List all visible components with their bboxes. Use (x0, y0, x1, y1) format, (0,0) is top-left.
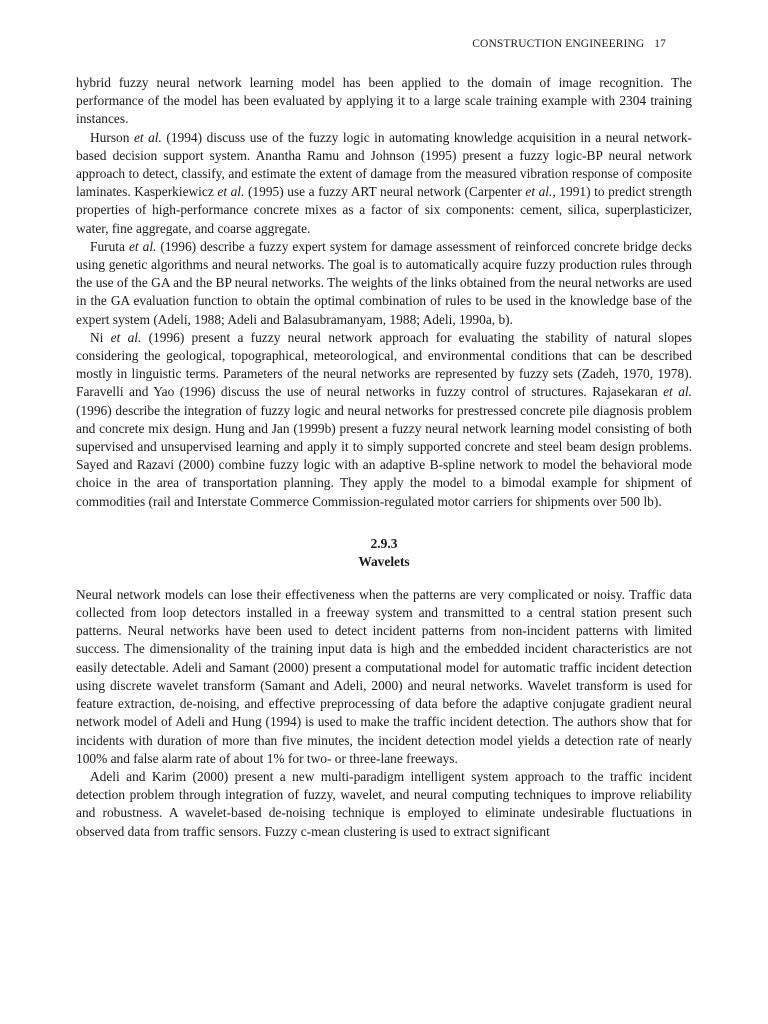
paragraph (76, 74, 692, 129)
running-head (472, 38, 666, 50)
italic-text: et al., (525, 184, 556, 200)
italic-text: et al. (133, 129, 162, 145)
text-run: (1996) describe the integration of fuzzy logic and neural networks for prestressed concrete pile diagnosis problem and concrete mix design. Hung and Jan (1999b) present a fuzzy neural network learning model consisting of both supervised and unsupervised learning and apply it to simply supported concrete and steel beam design problems. Sayed and Razavi (2000) combine fuzzy logic with an adaptive B-spline network to model the behavioral mode choice in the area of transportation planning. They apply the model to a bimodal example for shipment of commodities (rail and Interstate Commerce Commission-regulated motor carriers for shipments over 500 lb). (76, 402, 692, 509)
paragraph (76, 238, 692, 329)
paragraph (76, 768, 692, 841)
text-run: (1994) discuss use of the fuzzy logic in automating knowledge acquisition in a neural network-based decision support system. Anantha Ramu and Johnson (1995) present a fuzzy logic-BP neural network approach to detect, classify, and estimate the extent of damage from the measured vibration response of composite laminates. Kasperkiewicz (76, 129, 692, 200)
text-run: (1996) describe a fuzzy expert system for damage assessment of reinforced concrete bridge decks using genetic algorithms and neural networks. The goal is to automatically acquire fuzzy production rules through the use of the GA and the BP neural networks. The weights of the links obtained from the neural networks are used in the GA evaluation function to obtain the optimal combination of rules to be used in the knowledge base of the expert system (Adeli, 1988; Adeli and Balasubramanyam, 1988; Adeli, 1990a, b). (76, 238, 693, 327)
journal-title: CONSTRUCTION ENGINEERING (472, 38, 645, 50)
text-run: (1996) present a fuzzy neural network approach for evaluating the stability of natural slopes considering the geological, topographical, meteorological, and environmental conditions that can be described mostly in linguistic terms. Parameters of the neural networks are represented by fuzzy sets (Zadeh, 1970, 1978). Faravelli and Yao (1996) discuss the use of neural networks in fuzzy control of structures. Rajasekaran (76, 329, 692, 400)
text-run: 1991) to predict strength properties of high-performance concrete mixes as a factor of six components: cement, silica, superplasticizer, water, fine aggregate, and coarse aggregate. (76, 184, 693, 236)
paragraph (76, 586, 692, 768)
text-run: Hurson (90, 129, 134, 145)
text-run: (1995) use a fuzzy ART neural network (Carpenter (244, 184, 526, 200)
text-run: Ni (90, 329, 111, 345)
section-heading (76, 535, 692, 571)
section-title: Wavelets (358, 553, 410, 569)
text-run: Neural network models can lose their effectiveness when the patterns are very complicated or noisy. Traffic data collected from loop detectors installed in a freeway system and transmitted to a central station present such patterns. Neural networks have been used to detect incident patterns from non-incident patterns with limited success. The dimensionality of the training input data is high and the embedded incident characteristics are not easily detectable. Adeli and Samant (2000) present a computational model for automatic traffic incident detection using discrete wavelet transform (Samant and Adeli, 2000) and neural networks. Wavelet transform is used for feature extraction, de-noising, and effective preprocessing of data before the adaptive conjugate gradient neural network model of Adeli and Hung (1994) is used to make the traffic incident detection. The authors show that for incidents with duration of more than five minutes, the incident detection model yields a detection rate of nearly 100% and false alarm rate of about 1% for two- or three-lane freeways. (76, 586, 692, 766)
text-run: Furuta (90, 238, 129, 254)
body-text (76, 74, 692, 841)
italic-text: et al. (663, 384, 692, 400)
text-run: hybrid fuzzy neural network learning model has been applied to the domain of image recognition. The performance of the model has been evaluated by applying it to a large scale training example with 2304 training instances. (76, 75, 692, 127)
italic-text: et al. (110, 329, 142, 345)
paragraph (76, 129, 692, 238)
page-number: 17 (654, 38, 666, 50)
italic-text: et al. (217, 184, 245, 200)
section-number: 2.9.3 (370, 535, 398, 551)
text-run: Adeli and Karim (2000) present a new multi-paradigm intelligent system approach to the traffic incident detection problem through integration of fuzzy, wavelet, and neural computing techniques to improve reliability and robustness. A wavelet-based de-noising technique is employed to eliminate undesirable fluctuations in observed data from traffic sensors. Fuzzy c-mean clustering is used to extract significant (76, 768, 692, 839)
italic-text: et al. (128, 238, 157, 254)
paragraph (76, 329, 692, 511)
